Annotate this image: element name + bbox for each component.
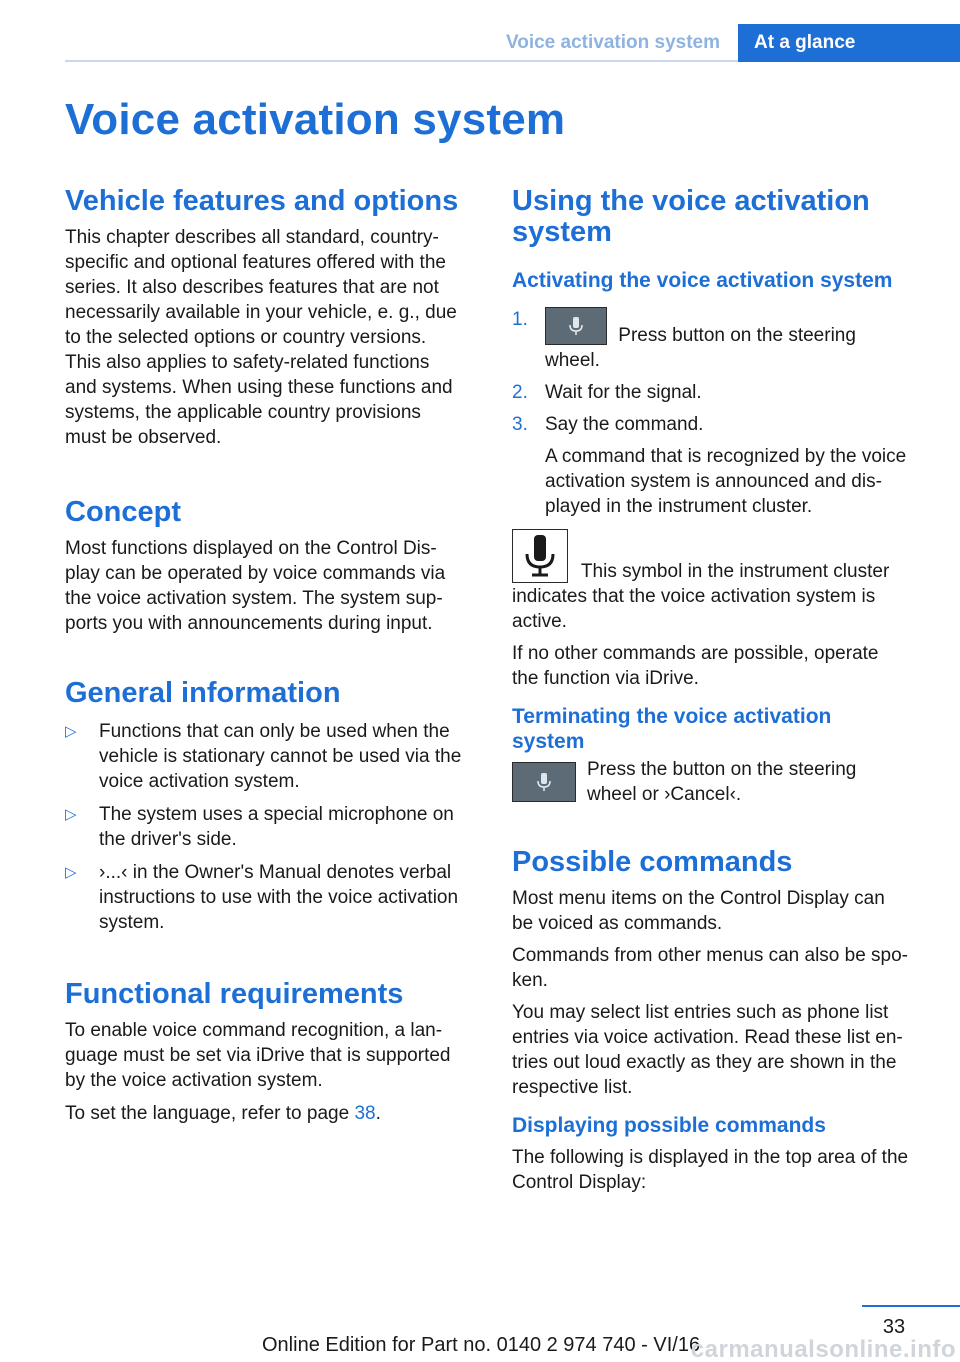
- page-number: 33: [882, 1316, 906, 1338]
- vehicle-features-text: This chapter describes all standard, country- specific and optional features offered with the series. It also describes features that are not necessarily available in your vehicle, e. g., due to the selected options or country versions. This also applies to safety-related functions and systems. When using these functions and systems, the applicable country provisions must be observed.: [65, 227, 457, 448]
- left-column: [65, 180, 483, 1126]
- microphone-symbol-icon: [512, 529, 568, 583]
- list-item: 1. Press button on the steering wheel.: [512, 309, 856, 371]
- list-item: 3. Say the command. A command that is recognized by the voice activation system is announced and dis- played in the instrument cluster.: [512, 414, 907, 517]
- possible-commands-text-1: Most menu items on the Control Display can be voiced as commands.: [512, 888, 885, 934]
- triangle-bullet-icon: ▷: [65, 864, 77, 881]
- microphone-button-icon: [545, 307, 607, 345]
- heading-general-information: General information: [65, 677, 341, 709]
- heading-concept: Concept: [65, 496, 181, 528]
- list-item: ▷ The system uses a special microphone on the driver's side.: [65, 804, 454, 850]
- heading-possible-commands: Possible commands: [512, 846, 793, 878]
- list-item: ▷ Functions that can only be used when the vehicle is stationary cannot be used via the voice activation system.: [65, 721, 462, 792]
- no-other-commands-text: If no other commands are possible, operate the function via iDrive.: [512, 643, 879, 689]
- watermark: carmanualsonline.info: [690, 1336, 956, 1362]
- heading-using-voice-activation: Using the voice activation system: [512, 185, 870, 248]
- symbol-description: This symbol in the instrument cluster indicates that the voice activation system is active.: [512, 529, 932, 634]
- page-reference-link[interactable]: 38: [354, 1103, 376, 1124]
- list-item: ▷ ›...‹ in the Owner's Manual denotes verbal instructions to use with the voice activation system.: [65, 862, 459, 933]
- terminate-block: [512, 754, 932, 826]
- terminate-text: Press the button on the steering wheel or ›Cancel‹.: [587, 759, 857, 805]
- set-language-text: To set the language, refer to page 38.: [65, 1103, 381, 1124]
- displaying-commands-text: The following is displayed in the top area of the Control Display:: [512, 1147, 909, 1193]
- header-section-title: Voice activation system: [505, 32, 720, 53]
- right-column: [512, 180, 932, 1195]
- heading-displaying-commands: Displaying possible commands: [512, 1114, 826, 1137]
- activation-steps: [512, 307, 932, 519]
- possible-commands-text-2: Commands from other menus can also be spo- ken.: [512, 945, 909, 991]
- header-chapter-tab: At a glance: [738, 24, 960, 62]
- possible-commands-text-3: You may select list entries such as phone list entries via voice activation. Read these list en- tries out loud exactly as they are shown in the respective list.: [512, 1002, 903, 1098]
- triangle-bullet-icon: ▷: [65, 806, 77, 823]
- heading-vehicle-features: Vehicle features and options: [65, 185, 459, 217]
- microphone-button-icon: [512, 762, 576, 802]
- page-title: Voice activation system: [65, 95, 566, 144]
- heading-activating: Activating the voice activation system: [512, 269, 893, 292]
- triangle-bullet-icon: ▷: [65, 723, 77, 740]
- heading-functional-requirements: Functional requirements: [65, 978, 404, 1010]
- general-info-list: [65, 719, 483, 935]
- concept-text: Most functions displayed on the Control Dis- play can be operated by voice commands via the voice activation system. The system sup- ports you with announcements during input.: [65, 538, 446, 634]
- footer-edition: Online Edition for Part no. 0140 2 974 740 - VI/16: [262, 1334, 701, 1356]
- page-number-rule: [862, 1305, 960, 1307]
- heading-terminating: Terminating the voice activation system: [512, 705, 832, 753]
- functional-requirements-text: To enable voice command recognition, a lan- guage must be set via iDrive that is supported by the voice activation system.: [65, 1020, 451, 1091]
- list-item: 2. Wait for the signal.: [512, 382, 702, 403]
